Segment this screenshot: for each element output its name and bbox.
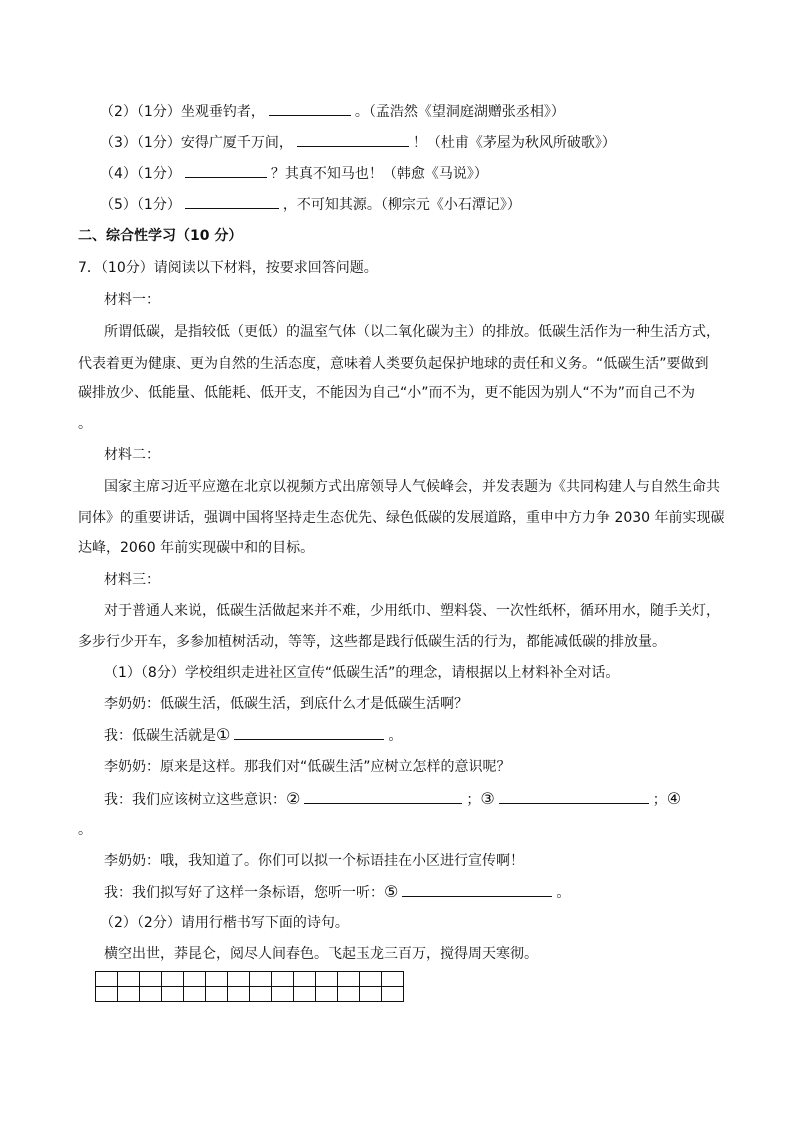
grid-cell[interactable]: [206, 987, 228, 1002]
fill-item-5-prefix: （5）（1分）: [100, 197, 181, 213]
grid-cell[interactable]: [294, 987, 316, 1002]
material-2-line: 同体》的重要讲话，强调中国将坚持走生态优先、绿色低碳的发展道路，重申中方力争 2030 年前实现碳: [78, 510, 725, 526]
answer-blank[interactable]: [234, 725, 384, 740]
grid-cell[interactable]: [162, 972, 184, 987]
section-title: 二、综合性学习（10 分）: [78, 228, 243, 244]
grid-row: [96, 987, 404, 1002]
circle-number-3: ③: [480, 789, 495, 808]
material-1-line: 代表着更为健康、更为自然的生活态度，意味着人类要负起保护地球的责任和义务。“低碳生活”要做到: [78, 356, 709, 372]
grid-cell[interactable]: [316, 987, 338, 1002]
dialogue-line: 李奶奶：哦，我知道了。你们可以拟一个标语挂在小区进行宣传啊！: [104, 853, 524, 869]
grid-cell[interactable]: [206, 972, 228, 987]
material-2-line: 达峰，2060 年前实现碳中和的目标。: [78, 540, 315, 556]
period: 。: [388, 728, 403, 744]
answer-blank[interactable]: [185, 194, 279, 209]
period: 。: [556, 885, 571, 901]
grid-cell[interactable]: [184, 972, 206, 987]
grid-cell[interactable]: [96, 987, 118, 1002]
grid-cell[interactable]: [250, 972, 272, 987]
grid-cell[interactable]: [382, 987, 404, 1002]
fill-item-3-prefix: （3）（1分）安得广厦千万间，: [100, 135, 293, 151]
circle-number-1: ①: [216, 725, 231, 744]
material-1-line: 碳排放少、低能量、低能耗、低开支，不能因为自己“小”而不为，更不能因为别人“不为”而自己不为: [78, 385, 696, 401]
fill-item-3: [100, 132, 616, 153]
material-2-label: 材料二：: [104, 447, 160, 463]
writing-grid[interactable]: [95, 971, 404, 1002]
material-1-line: 。: [78, 416, 92, 432]
circle-number-4: ④: [666, 789, 682, 808]
dialogue-line: [104, 725, 402, 746]
fill-item-5: [100, 194, 521, 215]
fill-item-2-prefix: （2）（1分）坐观垂钓者，: [100, 104, 265, 120]
grid-cell[interactable]: [118, 987, 140, 1002]
grid-cell[interactable]: [184, 987, 206, 1002]
answer-blank[interactable]: [185, 163, 267, 178]
grid-cell[interactable]: [272, 972, 294, 987]
fill-item-2: [100, 101, 565, 122]
grid-cell[interactable]: [250, 987, 272, 1002]
separator: ；: [466, 792, 481, 808]
answer-blank[interactable]: [402, 882, 552, 897]
separator: ；: [652, 792, 667, 808]
fill-item-4-prefix: （4）（1分）: [100, 166, 181, 182]
dialogue-line: [104, 789, 681, 810]
answer-blank[interactable]: [499, 789, 649, 804]
circle-number-5: ⑤: [384, 882, 399, 901]
answer-blank[interactable]: [304, 789, 462, 804]
grid-cell[interactable]: [294, 972, 316, 987]
grid-cell[interactable]: [96, 972, 118, 987]
poem-text: 横空出世，莽昆仑，阅尽人间春色。飞起玉龙三百万，搅得周天寒彻。: [104, 946, 538, 962]
dialogue-speaker-text: 我：我们应该树立这些意识：: [104, 792, 286, 808]
fill-item-5-suffix: ，不可知其源。（柳宗元《小石潭记》）: [282, 197, 521, 213]
period: 。: [78, 822, 92, 838]
fill-item-2-suffix: 。（孟浩然《望洞庭湖赠张丞相》）: [354, 104, 565, 120]
grid-row: [96, 972, 404, 987]
grid-cell[interactable]: [360, 987, 382, 1002]
grid-cell[interactable]: [316, 972, 338, 987]
grid-cell[interactable]: [338, 987, 360, 1002]
fill-item-4: [100, 163, 488, 184]
fill-item-3-suffix: ！（杜甫《茅屋为秋风所破歌》）: [412, 135, 616, 151]
material-3-label: 材料三：: [104, 572, 160, 588]
question-7-intro: 7．（10分）请阅读以下材料，按要求回答问题。: [78, 260, 378, 276]
dialogue-speaker-text: 我：我们拟写好了这样一条标语，您听一听：: [104, 885, 384, 901]
fill-item-4-suffix: ？其真不知马也！（韩愈《马说》）: [270, 166, 488, 182]
dialogue-line: 李奶奶：原来是这样。那我们对“低碳生活”应树立怎样的意识呢？: [104, 759, 511, 775]
material-1-line: 所谓低碳，是指较低（更低）的温室气体（以二氧化碳为主）的排放。低碳生活作为一种生活方式，: [104, 324, 720, 340]
grid-cell[interactable]: [228, 987, 250, 1002]
grid-cell[interactable]: [382, 972, 404, 987]
material-3-line: 多步行少开车，多参加植树活动，等等，这些都是践行低碳生活的行为，都能减低碳的排放量。: [78, 634, 666, 650]
material-2-line: 国家主席习近平应邀在北京以视频方式出席领导人气候峰会，并发表题为《共同构建人与自然生命共: [104, 479, 720, 495]
dialogue-line: [104, 882, 570, 903]
circle-number-2: ②: [286, 789, 301, 808]
dialogue-speaker-text: 我：低碳生活就是: [104, 728, 216, 744]
grid-cell[interactable]: [228, 972, 250, 987]
grid-cell[interactable]: [338, 972, 360, 987]
grid-cell[interactable]: [140, 972, 162, 987]
grid-cell[interactable]: [162, 987, 184, 1002]
grid-cell[interactable]: [360, 972, 382, 987]
grid-cell[interactable]: [118, 972, 140, 987]
grid-cell[interactable]: [140, 987, 162, 1002]
answer-blank[interactable]: [269, 101, 351, 116]
grid-cell[interactable]: [272, 987, 294, 1002]
material-3-line: 对于普通人来说，低碳生活做起来并不难，少用纸巾、塑料袋、一次性纸杯，循环用水，随手关灯，: [104, 603, 720, 619]
answer-blank[interactable]: [297, 132, 409, 147]
dialogue-line: 李奶奶：低碳生活，低碳生活，到底什么才是低碳生活啊？: [104, 696, 468, 712]
subquestion-2-title: （2）（2分）请用行楷书写下面的诗句。: [100, 915, 349, 931]
subquestion-1-title: （1）（8分）学校组织走进社区宣传“低碳生活”的理念，请根据以上材料补全对话。: [104, 665, 620, 681]
material-1-label: 材料一：: [104, 292, 160, 308]
